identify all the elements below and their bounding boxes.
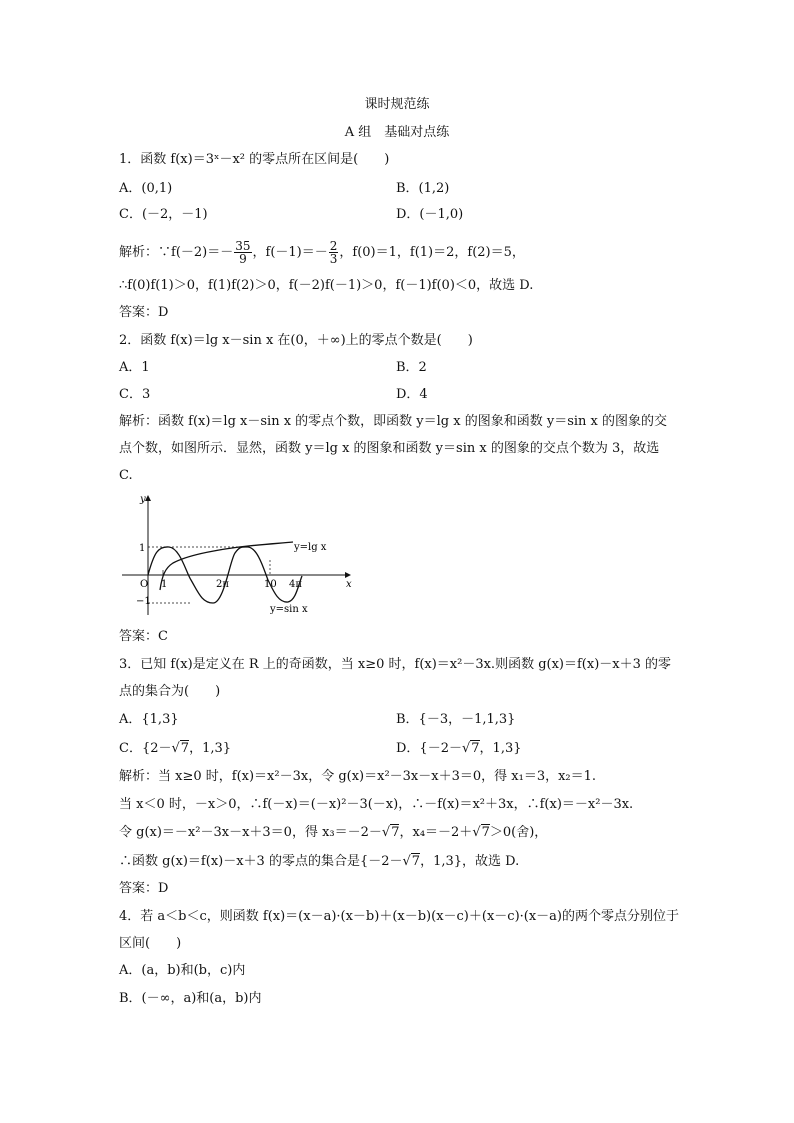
tick-label-x: 1	[161, 579, 168, 590]
q3-option-a: A．{1,3}	[119, 712, 179, 727]
section-title: A 组 基础对点练	[344, 125, 450, 140]
q2-answer: 答案：C	[119, 629, 168, 644]
analysis-text: ∵f(－2)＝－	[158, 245, 234, 260]
q1-option-c: C．(－2，－1)	[119, 207, 208, 222]
analysis-text: ，f(－1)＝－	[252, 245, 328, 260]
q3-option-d	[396, 740, 522, 758]
q4-option-a: A．(a，b)和(b，c)内	[119, 963, 246, 978]
radicand: 7	[471, 741, 480, 756]
tick-label-x: 10	[264, 579, 277, 590]
fraction-denominator: 3	[329, 252, 338, 266]
y-axis-label: y	[140, 494, 146, 505]
q1-option-d: D．(－1,0)	[396, 207, 464, 222]
q4-stem-line1: 4．若 a＜b＜c，则函数 f(x)＝(x－a)·(x－b)＋(x－b)(x－c)＋(x－c)·(x－a)的两个零点分别位于	[119, 909, 679, 924]
analysis-text: ，1,3}，故选 D.	[420, 854, 520, 869]
q1-analysis-line1	[119, 240, 525, 265]
analysis-text: ，x₄＝－2＋	[399, 825, 473, 840]
sqrt-sign: √	[461, 741, 471, 756]
q2-option-a: A．1	[119, 360, 150, 375]
q3-stem-line2: 点的集合为( )	[119, 684, 221, 699]
analysis-text: ＞0(舍)，	[489, 825, 548, 840]
radicand: 7	[391, 825, 400, 840]
q2-analysis-line2: 点个数，如图所示．显然，函数 y＝lg x 的图象和函数 y＝sin x 的图象的交点个数为 3，故选	[119, 441, 660, 456]
q3-analysis-line3	[119, 824, 547, 842]
q1-analysis-line2: ∴f(0)f(1)＞0，f(1)f(2)＞0，f(－2)f(－1)＞0，f(－1)f(0)＜0，故选 D.	[119, 278, 534, 293]
sqrt-sign: √	[472, 825, 481, 840]
fraction	[329, 240, 339, 265]
q4-stem-line2: 区间( )	[119, 936, 182, 951]
q2-stem: 2．函数 f(x)＝lg x－sin x 在(0，＋∞)上的零点个数是( )	[119, 333, 473, 348]
fraction-numerator: 35	[235, 239, 251, 253]
fraction-numerator: 2	[329, 239, 338, 253]
q3-analysis-line4	[119, 853, 519, 871]
analysis-text: 令 g(x)＝－x²－3x－x＋3＝0，得 x₃＝－2－	[119, 825, 382, 840]
sqrt-sign: √	[402, 854, 411, 869]
q2-analysis-line3: C.	[119, 468, 133, 483]
origin-label: O	[140, 579, 149, 590]
tick-label-y: 1	[139, 543, 146, 554]
sqrt-sign: √	[171, 741, 180, 756]
tick-label-x: 2π	[216, 579, 229, 590]
q3-option-b: B．{－3，－1,1,3}	[396, 712, 516, 727]
page-title: 课时规范练	[364, 97, 430, 112]
lg-curve-label: y=lg x	[294, 542, 327, 553]
option-text: C．{2－	[119, 741, 172, 756]
option-text: ，1,3}	[189, 741, 232, 756]
q2-option-c: C．3	[119, 387, 151, 402]
analysis-label: 解析：	[119, 245, 159, 260]
q3-analysis-line2: 当 x＜0 时，－x＞0，∴f(－x)＝(－x)²－3(－x)，∴－f(x)＝x²＋3x，∴f(x)＝－x²－3x.	[119, 797, 634, 812]
x-axis-label: x	[346, 579, 352, 590]
q3-analysis-line1: 解析：当 x≥0 时，f(x)＝x²－3x，令 g(x)＝x²－3x－x＋3＝0，得 x₁＝3，x₂＝1.	[119, 769, 597, 784]
q1-option-a: A．(0,1)	[119, 181, 173, 196]
sin-curve-label: y=sin x	[270, 604, 308, 615]
q2-analysis-line1: 解析：函数 f(x)＝lg x－sin x 的零点个数，即函数 y＝lg x 的图象和函数 y＝sin x 的图象的交	[119, 414, 667, 429]
fraction-denominator: 9	[239, 252, 247, 266]
q3-answer: 答案：D	[119, 881, 169, 896]
q1-answer: 答案：D	[119, 305, 169, 320]
q3-stem-line1: 3．已知 f(x)是定义在 R 上的奇函数，当 x≥0 时，f(x)＝x²－3x.则函数 g(x)＝f(x)－x＋3 的零	[119, 657, 672, 672]
q1-stem: 1．函数 f(x)＝3ˣ－x² 的零点所在区间是( )	[119, 152, 390, 167]
tick-label-x: 4π	[289, 579, 302, 590]
fraction	[234, 240, 251, 265]
radicand: 7	[411, 854, 421, 869]
option-text: ，1,3}	[479, 741, 522, 756]
tick-label-y: −1	[136, 596, 151, 607]
radicand: 7	[180, 741, 190, 756]
q4-option-b: B．(－∞，a)和(a，b)内	[119, 991, 262, 1006]
radicand: 7	[481, 825, 490, 840]
q1-option-b: B．(1,2)	[396, 181, 450, 196]
analysis-text: ，f(0)＝1，f(1)＝2，f(2)＝5，	[339, 245, 525, 260]
function-graph	[118, 490, 363, 620]
q2-option-d: D．4	[396, 387, 428, 402]
q2-option-b: B．2	[396, 360, 427, 375]
q3-option-c	[119, 740, 231, 758]
analysis-text: ∴函数 g(x)＝f(x)－x＋3 的零点的集合是{－2－	[119, 854, 403, 869]
sqrt-sign: √	[381, 825, 391, 840]
option-text: D．{－2－	[396, 741, 462, 756]
